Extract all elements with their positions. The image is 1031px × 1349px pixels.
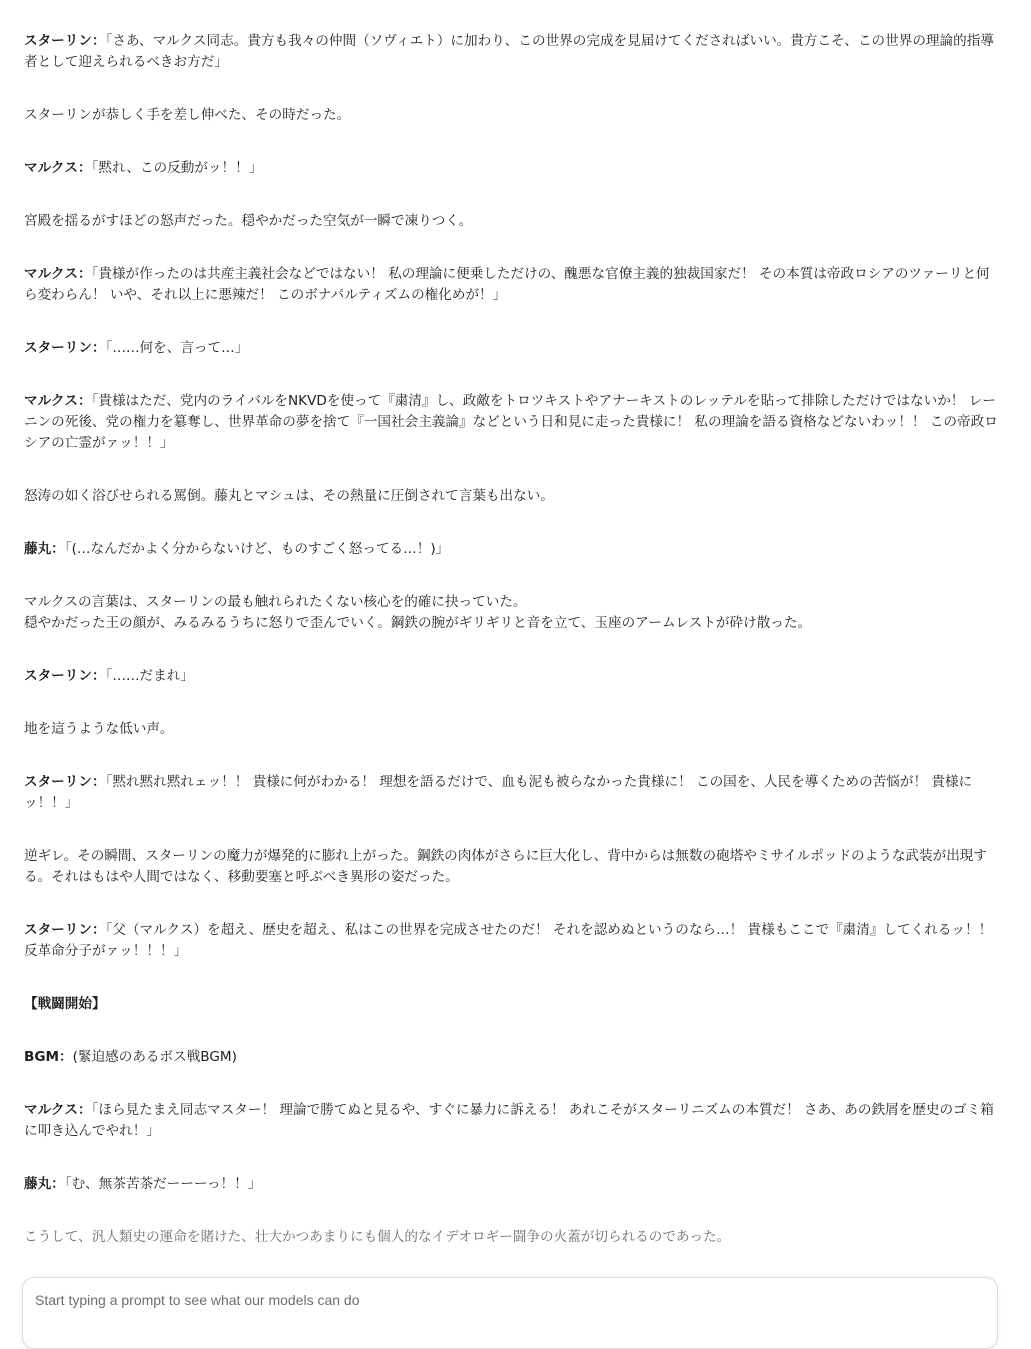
dialogue-text: 「貴様はただ、党内のライバルをNKVDを使って『粛清』し、政敵をトロツキストやアナーキストのレッテルを貼って排除しただけではないか！ レーニンの死後、党の権力を簒奪し、世界革命の夢を捨て『一国社会主義論』などという日和見に走った貴様に！ 私の理論を語る資格などないわッ！！ この帝政ロシアの亡霊がァッ！！」 xyxy=(24,393,998,451)
narration xyxy=(24,486,999,507)
dialogue-line xyxy=(24,920,999,962)
narration-text: 宮殿を揺るがすほどの怒声だった。穏やかだった空気が一瞬で凍りつく。 xyxy=(24,213,473,229)
dialogue-text: 「黙れ黙れ黙れェッ！！ 貴様に何がわかる！ 理想を語るだけで、血も泥も被らなかった貴様に！ この国を、人民を導くための苦悩が！ 貴様にッ！！」 xyxy=(24,774,973,811)
speaker-name: マルクス： xyxy=(24,266,92,282)
dialogue-line xyxy=(24,264,999,306)
speaker-name: マルクス： xyxy=(24,160,92,176)
speaker-name: マルクス： xyxy=(24,1102,92,1118)
dialogue-text: 「ほら見たまえ同志マスター！ 理論で勝てぬと見るや、すぐに暴力に訴える！ あれこそがスターリニズムの本質だ！ さあ、あの鉄屑を歴史のゴミ箱に叩き込んでやれ！」 xyxy=(24,1102,994,1139)
dialogue-text: 「貴様が作ったのは共産主義社会などではない！ 私の理論に便乗しただけの、醜悪な官僚主義的独裁国家だ！ その本質は帝政ロシアのツァーリと何ら変わらん！ いや、それ以上に悪辣だ！ このボナパルティズムの権化めが！」 xyxy=(24,266,990,303)
dialogue-line xyxy=(24,772,999,814)
dialogue-line xyxy=(24,539,999,560)
speaker-name: スターリン： xyxy=(24,33,106,49)
dialogue-text: 「……だまれ」 xyxy=(105,668,194,684)
bgm-label: BGM： xyxy=(24,1049,73,1065)
prompt-input[interactable] xyxy=(35,1292,975,1308)
narration xyxy=(24,719,999,740)
battle-start-heading xyxy=(24,994,999,1015)
narration-text: 怒涛の如く浴びせられる罵倒。藤丸とマシュは、その熱量に圧倒されて言葉も出ない。 xyxy=(24,488,554,504)
speaker-name: スターリン： xyxy=(24,340,106,356)
dialogue-line xyxy=(24,1100,999,1142)
narration-text: マルクスの言葉は、スターリンの最も触れられたくない核心を的確に抉っていた。 xyxy=(24,594,527,610)
dialogue-text: 「(…なんだかよく分からないけど、ものすごく怒ってる…！)」 xyxy=(64,541,450,557)
narration xyxy=(24,211,999,232)
speaker-name: マルクス： xyxy=(24,393,92,409)
dialogue-line xyxy=(24,666,999,687)
battle-start-label: 【戦闘開始】 xyxy=(24,996,106,1012)
speaker-name: スターリン： xyxy=(24,774,106,790)
narration-text: 地を這うような低い声。 xyxy=(24,721,174,737)
speaker-name: スターリン： xyxy=(24,922,106,938)
narration-text: スターリンが恭しく手を差し伸べた、その時だった。 xyxy=(24,107,351,123)
chat-transcript xyxy=(24,31,999,1280)
narration-text: 逆ギレ。その瞬間、スターリンの魔力が爆発的に膨れ上がった。鋼鉄の肉体がさらに巨大化し、背中からは無数の砲塔やミサイルポッドのような武装が出現する。それはもはや人間ではなく、移動要塞と呼ぶべき異形の姿だった。 xyxy=(24,848,987,885)
dialogue-line xyxy=(24,158,999,179)
prompt-composer[interactable] xyxy=(22,1277,998,1349)
narration xyxy=(24,846,999,888)
dialogue-text: 「……何を、言って…」 xyxy=(105,340,249,356)
dialogue-line xyxy=(24,31,999,73)
dialogue-line xyxy=(24,391,999,454)
bgm-text: (緊迫感のあるボス戦BGM) xyxy=(72,1049,237,1065)
narration-text: こうして、汎人類史の運命を賭けた、壮大かつあまりにも個人的なイデオロギー闘争の火蓋が切られるのであった。 xyxy=(24,1229,731,1245)
narration-text: 穏やかだった王の顔が、みるみるうちに怒りで歪んでいく。鋼鉄の腕がギリギリと音を立て、玉座のアームレストが砕け散った。 xyxy=(24,615,812,631)
bgm-line xyxy=(24,1047,999,1068)
narration xyxy=(24,105,999,126)
narration xyxy=(24,592,999,634)
dialogue-line xyxy=(24,338,999,359)
dialogue-text: 「黙れ、この反動がッ！！」 xyxy=(91,160,263,176)
dialogue-text: 「さあ、マルクス同志。貴方も我々の仲間（ソヴィエト）に加わり、この世界の完成を見届けてくださればいい。貴方こそ、この世界の理論的指導者として迎えられるべきお方だ」 xyxy=(24,33,994,70)
dialogue-line xyxy=(24,1174,999,1195)
speaker-name: 藤丸： xyxy=(24,541,65,557)
speaker-name: スターリン： xyxy=(24,668,106,684)
dialogue-text: 「父（マルクス）を超え、歴史を超え、私はこの世界を完成させたのだ！ それを認めぬというのなら…！ 貴様もここで『粛清』してくれるッ！！ 反革命分子がァッ！！！」 xyxy=(24,922,993,959)
narration-streaming xyxy=(24,1227,999,1248)
dialogue-text: 「む、無茶苦茶だーーーっ！！」 xyxy=(64,1176,262,1192)
speaker-name: 藤丸： xyxy=(24,1176,65,1192)
